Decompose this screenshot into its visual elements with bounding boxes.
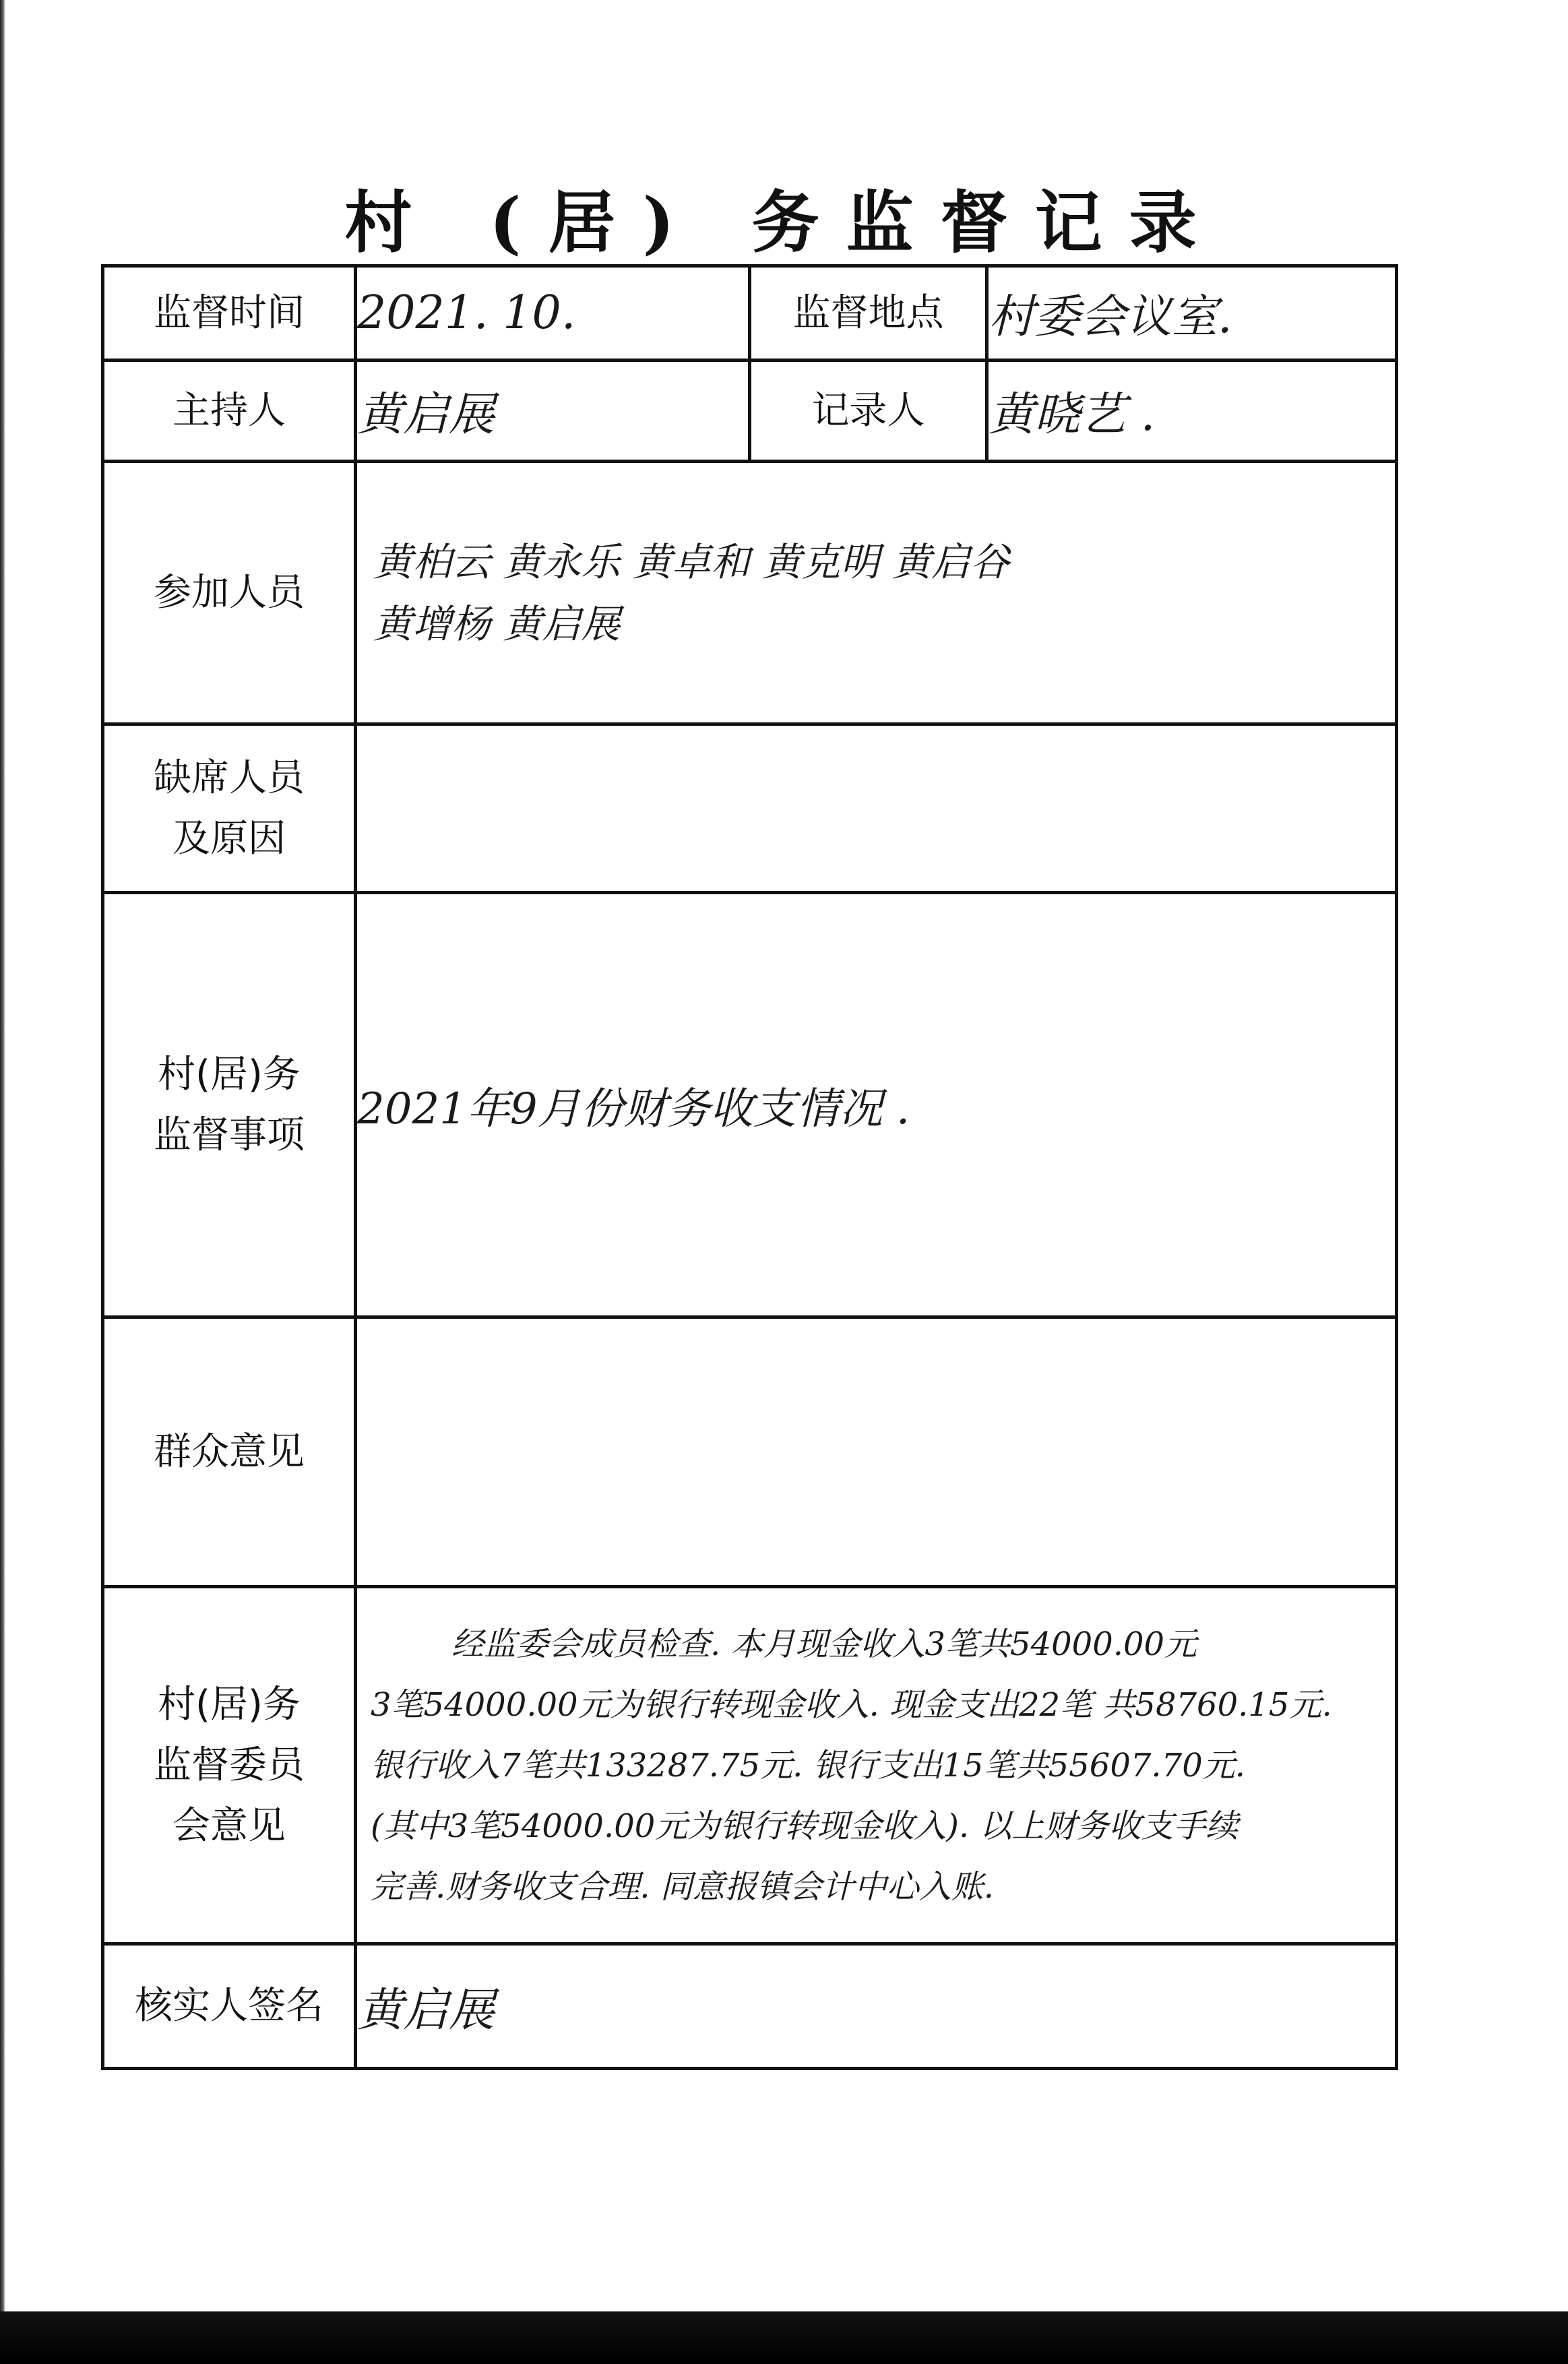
supervision-record-table <box>101 264 1398 2070</box>
value-recorder: 黄晓艺 . <box>987 361 1397 462</box>
participants-line-1: 黄柏云 黄永乐 黄卓和 黄克明 黄启谷 <box>373 538 1009 585</box>
value-host: 黄启展 <box>356 361 750 462</box>
label-committee-line-1: 村(居)务 <box>158 1682 301 1727</box>
label-public-opinion: 群众意见 <box>103 1317 356 1587</box>
page-title: 村 (居) 务监督记录 <box>344 183 1224 262</box>
label-place: 监督地点 <box>750 266 987 361</box>
committee-line-4: (其中3笔54000.00元为银行转现金收入). 以上财务收支手续 <box>371 1807 1238 1845</box>
value-matters: 2021年9月份财务收支情况 . <box>356 893 1397 1317</box>
scan-edge-left <box>0 0 5 2364</box>
label-committee-line-2: 监督委员 <box>154 1743 305 1787</box>
table-row <box>103 462 1397 724</box>
label-host: 主持人 <box>103 361 356 462</box>
label-verifier: 核实人签名 <box>103 1944 356 2069</box>
participants-line-2: 黄增杨 黄启展 <box>373 600 621 647</box>
table-row <box>103 1317 1397 1587</box>
committee-line-5: 完善.财务收支合理. 同意报镇会计中心入账. <box>371 1867 995 1906</box>
value-time: 2021. 10. <box>356 266 750 361</box>
value-participants <box>356 462 1397 724</box>
value-place: 村委会议室. <box>987 266 1397 361</box>
table-row <box>103 1587 1397 1944</box>
value-verifier-signature: 黄启展 <box>356 1944 1397 2069</box>
label-absent-line-2: 及原因 <box>173 816 286 861</box>
committee-line-1-text: 经监委会成员检查. 本月现金收入3笔共54000.00元 <box>451 1625 1197 1663</box>
label-matters-line-1: 村(居)务 <box>158 1052 301 1096</box>
table-row <box>103 266 1397 361</box>
label-committee <box>103 1587 356 1944</box>
label-matters-line-2: 监督事项 <box>154 1113 305 1157</box>
table-row <box>103 724 1397 893</box>
label-absent <box>103 724 356 893</box>
committee-line-3: 银行收入7笔共133287.75元. 银行支出15笔共55607.70元. <box>371 1746 1245 1784</box>
committee-line-2: 3笔54000.00元为银行转现金收入. 现金支出22笔 共58760.15元. <box>371 1685 1332 1724</box>
table-row <box>103 893 1397 1317</box>
table-row <box>103 361 1397 462</box>
label-time: 监督时间 <box>103 266 356 361</box>
value-public-opinion <box>356 1317 1397 1587</box>
table-row <box>103 1944 1397 2069</box>
value-absent <box>356 724 1397 893</box>
value-committee-opinion <box>356 1587 1397 1944</box>
label-participants: 参加人员 <box>103 462 356 724</box>
committee-line-1 <box>371 1614 1385 1675</box>
label-committee-line-3: 会意见 <box>173 1803 286 1848</box>
label-recorder: 记录人 <box>750 361 987 462</box>
label-matters <box>103 893 356 1317</box>
scan-edge-bottom <box>0 2311 1568 2364</box>
label-absent-line-1: 缺席人员 <box>154 755 305 800</box>
